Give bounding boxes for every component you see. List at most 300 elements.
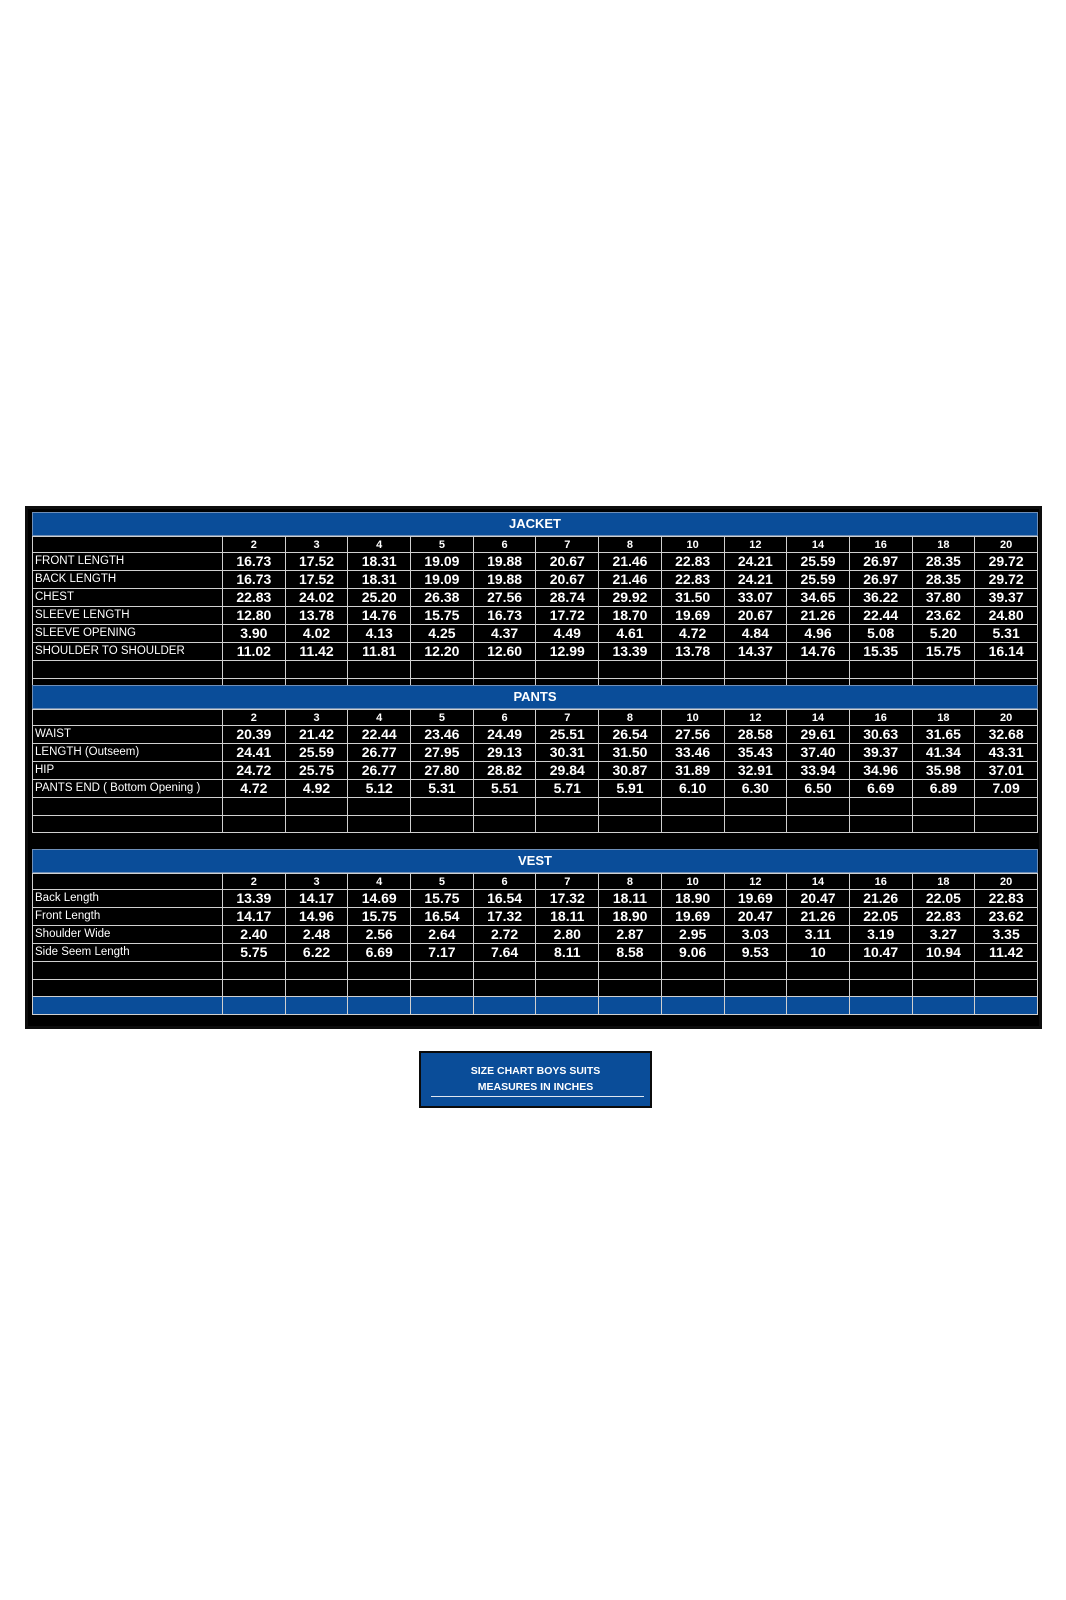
measurement-value: 5.75 xyxy=(223,944,286,962)
measurement-value: 12.20 xyxy=(411,643,474,661)
measurement-value: 19.09 xyxy=(411,571,474,589)
measurement-value: 22.83 xyxy=(912,908,975,926)
measurement-value: 3.35 xyxy=(975,926,1038,944)
empty-cell xyxy=(223,815,286,833)
empty-cell xyxy=(223,962,286,980)
measurement-label: HIP xyxy=(33,762,223,780)
measurement-value: 35.98 xyxy=(912,762,975,780)
measurement-row xyxy=(33,571,1038,589)
measurement-value: 17.52 xyxy=(285,571,348,589)
footer-blue-cell xyxy=(724,997,787,1015)
empty-cell xyxy=(536,962,599,980)
measurement-value: 21.46 xyxy=(599,553,662,571)
size-header-cell: 18 xyxy=(912,710,975,726)
measurement-value: 29.84 xyxy=(536,762,599,780)
measurement-value: 20.39 xyxy=(223,726,286,744)
measurement-label: PANTS END ( Bottom Opening ) xyxy=(33,780,223,798)
empty-cell xyxy=(661,962,724,980)
empty-cell xyxy=(661,815,724,833)
empty-cell xyxy=(223,661,286,679)
measurement-value: 39.37 xyxy=(849,744,912,762)
measurement-value: 2.40 xyxy=(223,926,286,944)
header-corner-cell xyxy=(33,874,223,890)
empty-cell xyxy=(285,798,348,816)
size-header-cell: 10 xyxy=(661,710,724,726)
size-header-cell: 10 xyxy=(661,874,724,890)
measurement-value: 29.72 xyxy=(975,553,1038,571)
size-header-cell: 3 xyxy=(285,710,348,726)
measurement-value: 18.90 xyxy=(599,908,662,926)
footer-blue-cell xyxy=(411,997,474,1015)
size-header-cell: 20 xyxy=(975,537,1038,553)
measurement-label: Back Length xyxy=(33,890,223,908)
size-header-row xyxy=(33,537,1038,553)
empty-cell xyxy=(849,962,912,980)
measurement-row xyxy=(33,726,1038,744)
measurement-value: 2.64 xyxy=(411,926,474,944)
empty-cell xyxy=(285,979,348,997)
measurement-value: 9.53 xyxy=(724,944,787,962)
measurement-value: 10.94 xyxy=(912,944,975,962)
size-header-cell: 5 xyxy=(411,874,474,890)
empty-cell xyxy=(787,815,850,833)
measurement-value: 12.80 xyxy=(223,607,286,625)
empty-cell xyxy=(661,798,724,816)
measurement-value: 2.95 xyxy=(661,926,724,944)
measurement-value: 21.42 xyxy=(285,726,348,744)
empty-row xyxy=(33,661,1038,679)
measurement-value: 29.72 xyxy=(975,571,1038,589)
measurement-value: 37.40 xyxy=(787,744,850,762)
measurement-value: 8.11 xyxy=(536,944,599,962)
empty-cell xyxy=(975,979,1038,997)
header-corner-cell xyxy=(33,710,223,726)
size-header-cell: 12 xyxy=(724,710,787,726)
measurement-value: 24.02 xyxy=(285,589,348,607)
size-header-cell: 12 xyxy=(724,537,787,553)
empty-cell xyxy=(473,962,536,980)
footer-blue-cell xyxy=(473,997,536,1015)
size-chart xyxy=(25,506,1042,1029)
measurement-value: 21.26 xyxy=(849,890,912,908)
measurement-label: WAIST xyxy=(33,726,223,744)
measurement-value: 33.07 xyxy=(724,589,787,607)
empty-cell xyxy=(912,815,975,833)
empty-cell xyxy=(348,798,411,816)
measurement-row xyxy=(33,607,1038,625)
empty-cell xyxy=(912,798,975,816)
empty-cell xyxy=(975,798,1038,816)
measurement-value: 22.83 xyxy=(975,890,1038,908)
measurement-value: 33.46 xyxy=(661,744,724,762)
empty-cell xyxy=(33,661,223,679)
measurement-label: BACK LENGTH xyxy=(33,571,223,589)
empty-cell xyxy=(849,815,912,833)
footer-blue-cell xyxy=(849,997,912,1015)
measurement-value: 23.62 xyxy=(975,908,1038,926)
measurement-value: 37.80 xyxy=(912,589,975,607)
pants-table xyxy=(32,709,1038,833)
measurement-value: 27.56 xyxy=(661,726,724,744)
measurement-value: 26.97 xyxy=(849,553,912,571)
empty-cell xyxy=(787,661,850,679)
measurement-label: FRONT LENGTH xyxy=(33,553,223,571)
measurement-value: 30.87 xyxy=(599,762,662,780)
measurement-value: 28.35 xyxy=(912,571,975,589)
size-header-row xyxy=(33,874,1038,890)
measurement-value: 4.84 xyxy=(724,625,787,643)
empty-cell xyxy=(661,661,724,679)
size-header-cell: 16 xyxy=(849,710,912,726)
measurement-value: 5.08 xyxy=(849,625,912,643)
measurement-value: 24.80 xyxy=(975,607,1038,625)
empty-cell xyxy=(599,815,662,833)
measurement-value: 24.49 xyxy=(473,726,536,744)
measurement-value: 11.81 xyxy=(348,643,411,661)
empty-cell xyxy=(599,979,662,997)
footer-blue-cell xyxy=(975,997,1038,1015)
measurement-value: 22.05 xyxy=(849,908,912,926)
measurement-value: 14.96 xyxy=(285,908,348,926)
measurement-value: 29.92 xyxy=(599,589,662,607)
empty-cell xyxy=(411,661,474,679)
empty-cell xyxy=(473,661,536,679)
measurement-value: 15.75 xyxy=(411,890,474,908)
empty-cell xyxy=(912,962,975,980)
measurement-value: 18.11 xyxy=(536,908,599,926)
size-header-cell: 16 xyxy=(849,874,912,890)
size-header-cell: 10 xyxy=(661,537,724,553)
empty-cell xyxy=(975,815,1038,833)
empty-cell xyxy=(599,798,662,816)
measurement-value: 37.01 xyxy=(975,762,1038,780)
empty-cell xyxy=(473,815,536,833)
measurement-value: 4.13 xyxy=(348,625,411,643)
measurement-value: 9.06 xyxy=(661,944,724,962)
measurement-value: 21.26 xyxy=(787,607,850,625)
empty-cell xyxy=(33,815,223,833)
measurement-row xyxy=(33,643,1038,661)
empty-cell xyxy=(348,962,411,980)
measurement-value: 35.43 xyxy=(724,744,787,762)
measurement-value: 28.82 xyxy=(473,762,536,780)
measurement-value: 22.44 xyxy=(849,607,912,625)
measurement-value: 18.11 xyxy=(599,890,662,908)
measurement-value: 4.25 xyxy=(411,625,474,643)
empty-cell xyxy=(536,661,599,679)
size-header-cell: 6 xyxy=(473,537,536,553)
measurement-value: 8.58 xyxy=(599,944,662,962)
measurement-label: CHEST xyxy=(33,589,223,607)
measurement-value: 6.89 xyxy=(912,780,975,798)
measurement-value: 3.90 xyxy=(223,625,286,643)
size-header-cell: 7 xyxy=(536,710,599,726)
measurement-value: 20.47 xyxy=(724,908,787,926)
measurement-value: 4.96 xyxy=(787,625,850,643)
footer-blue-cell xyxy=(787,997,850,1015)
empty-cell xyxy=(849,661,912,679)
size-header-cell: 18 xyxy=(912,537,975,553)
empty-cell xyxy=(912,979,975,997)
size-header-cell: 14 xyxy=(787,710,850,726)
empty-row xyxy=(33,815,1038,833)
section-title-jacket: JACKET xyxy=(32,512,1038,536)
measurement-value: 22.83 xyxy=(661,571,724,589)
measurement-value: 10 xyxy=(787,944,850,962)
measurement-value: 17.32 xyxy=(536,890,599,908)
empty-cell xyxy=(724,798,787,816)
section-title-vest: VEST xyxy=(32,849,1038,873)
measurement-value: 28.74 xyxy=(536,589,599,607)
measurement-value: 11.02 xyxy=(223,643,286,661)
measurement-value: 21.26 xyxy=(787,908,850,926)
measurement-value: 6.22 xyxy=(285,944,348,962)
measurement-value: 4.37 xyxy=(473,625,536,643)
size-header-cell: 6 xyxy=(473,874,536,890)
empty-row xyxy=(33,798,1038,816)
measurement-value: 25.51 xyxy=(536,726,599,744)
measurement-value: 26.38 xyxy=(411,589,474,607)
size-header-cell: 8 xyxy=(599,537,662,553)
measurement-value: 19.69 xyxy=(661,908,724,926)
empty-cell xyxy=(536,798,599,816)
size-header-cell: 4 xyxy=(348,710,411,726)
measurement-label: LENGTH (Outseem) xyxy=(33,744,223,762)
empty-row xyxy=(33,979,1038,997)
size-header-cell: 5 xyxy=(411,537,474,553)
empty-cell xyxy=(787,962,850,980)
empty-cell xyxy=(223,798,286,816)
measurement-value: 26.77 xyxy=(348,744,411,762)
footer-blue-cell xyxy=(599,997,662,1015)
measurement-value: 24.21 xyxy=(724,571,787,589)
measurement-value: 22.83 xyxy=(223,589,286,607)
measurement-row xyxy=(33,625,1038,643)
measurement-row xyxy=(33,944,1038,962)
footer-blue-cell xyxy=(348,997,411,1015)
measurement-value: 29.61 xyxy=(787,726,850,744)
chart-caption-box xyxy=(419,1051,652,1108)
empty-cell xyxy=(33,979,223,997)
measurement-value: 4.61 xyxy=(599,625,662,643)
measurement-value: 6.69 xyxy=(348,944,411,962)
empty-cell xyxy=(411,815,474,833)
measurement-value: 41.34 xyxy=(912,744,975,762)
measurement-value: 22.05 xyxy=(912,890,975,908)
measurement-value: 16.54 xyxy=(411,908,474,926)
measurement-value: 2.56 xyxy=(348,926,411,944)
measurement-value: 28.35 xyxy=(912,553,975,571)
measurement-label: Front Length xyxy=(33,908,223,926)
measurement-row xyxy=(33,762,1038,780)
measurement-value: 18.90 xyxy=(661,890,724,908)
empty-cell xyxy=(849,798,912,816)
size-header-cell: 20 xyxy=(975,710,1038,726)
measurement-value: 18.70 xyxy=(599,607,662,625)
measurement-value: 7.09 xyxy=(975,780,1038,798)
measurement-value: 18.31 xyxy=(348,553,411,571)
empty-cell xyxy=(975,661,1038,679)
size-header-cell: 14 xyxy=(787,537,850,553)
size-header-cell: 5 xyxy=(411,710,474,726)
empty-cell xyxy=(348,661,411,679)
footer-blue-cell xyxy=(912,997,975,1015)
size-header-cell: 2 xyxy=(223,874,286,890)
measurement-value: 6.50 xyxy=(787,780,850,798)
empty-cell xyxy=(849,979,912,997)
caption-units: MEASURES IN INCHES xyxy=(477,1081,594,1093)
measurement-value: 13.78 xyxy=(661,643,724,661)
measurement-value: 25.59 xyxy=(787,553,850,571)
measurement-value: 26.54 xyxy=(599,726,662,744)
measurement-value: 22.83 xyxy=(661,553,724,571)
caption-underline xyxy=(431,1096,644,1097)
empty-cell xyxy=(724,661,787,679)
empty-cell xyxy=(33,798,223,816)
measurement-value: 29.13 xyxy=(473,744,536,762)
measurement-label: SLEEVE LENGTH xyxy=(33,607,223,625)
measurement-value: 5.20 xyxy=(912,625,975,643)
measurement-value: 25.59 xyxy=(285,744,348,762)
jacket-table xyxy=(32,536,1038,696)
empty-cell xyxy=(411,962,474,980)
measurement-value: 13.39 xyxy=(223,890,286,908)
empty-cell xyxy=(599,661,662,679)
measurement-value: 17.32 xyxy=(473,908,536,926)
measurement-value: 19.88 xyxy=(473,553,536,571)
measurement-value: 2.48 xyxy=(285,926,348,944)
measurement-value: 43.31 xyxy=(975,744,1038,762)
footer-blue-cell xyxy=(661,997,724,1015)
measurement-value: 33.94 xyxy=(787,762,850,780)
measurement-value: 10.47 xyxy=(849,944,912,962)
measurement-value: 19.69 xyxy=(724,890,787,908)
measurement-value: 16.14 xyxy=(975,643,1038,661)
measurement-value: 13.78 xyxy=(285,607,348,625)
measurement-value: 6.30 xyxy=(724,780,787,798)
measurement-value: 30.63 xyxy=(849,726,912,744)
measurement-value: 34.65 xyxy=(787,589,850,607)
measurement-value: 14.76 xyxy=(348,607,411,625)
measurement-value: 24.41 xyxy=(223,744,286,762)
size-header-cell: 18 xyxy=(912,874,975,890)
measurement-value: 16.73 xyxy=(223,571,286,589)
measurement-value: 12.99 xyxy=(536,643,599,661)
size-header-cell: 6 xyxy=(473,710,536,726)
measurement-value: 27.80 xyxy=(411,762,474,780)
measurement-value: 32.68 xyxy=(975,726,1038,744)
measurement-value: 19.69 xyxy=(661,607,724,625)
measurement-value: 31.65 xyxy=(912,726,975,744)
measurement-row xyxy=(33,780,1038,798)
section-title-pants: PANTS xyxy=(32,685,1038,709)
measurement-value: 20.67 xyxy=(724,607,787,625)
measurement-value: 5.51 xyxy=(473,780,536,798)
vest-table xyxy=(32,873,1038,1015)
measurement-value: 2.80 xyxy=(536,926,599,944)
empty-cell xyxy=(33,962,223,980)
measurement-value: 17.72 xyxy=(536,607,599,625)
measurement-value: 24.72 xyxy=(223,762,286,780)
footer-blue-cell xyxy=(536,997,599,1015)
size-header-cell: 3 xyxy=(285,874,348,890)
empty-cell xyxy=(724,979,787,997)
measurement-value: 22.44 xyxy=(348,726,411,744)
size-header-cell: 8 xyxy=(599,874,662,890)
empty-cell xyxy=(348,815,411,833)
measurement-value: 23.46 xyxy=(411,726,474,744)
measurement-value: 13.39 xyxy=(599,643,662,661)
footer-blue-row xyxy=(33,997,1038,1015)
measurement-row xyxy=(33,908,1038,926)
size-header-cell: 12 xyxy=(724,874,787,890)
measurement-value: 3.19 xyxy=(849,926,912,944)
measurement-label: Side Seem Length xyxy=(33,944,223,962)
empty-cell xyxy=(411,979,474,997)
measurement-value: 11.42 xyxy=(285,643,348,661)
size-header-cell: 7 xyxy=(536,874,599,890)
measurement-value: 32.91 xyxy=(724,762,787,780)
caption-title: SIZE CHART BOYS SUITS xyxy=(470,1065,601,1077)
measurement-value: 7.17 xyxy=(411,944,474,962)
empty-cell xyxy=(912,661,975,679)
measurement-value: 3.11 xyxy=(787,926,850,944)
measurement-value: 27.95 xyxy=(411,744,474,762)
empty-cell xyxy=(724,815,787,833)
size-header-cell: 3 xyxy=(285,537,348,553)
measurement-value: 31.50 xyxy=(661,589,724,607)
measurement-value: 15.75 xyxy=(411,607,474,625)
empty-cell xyxy=(473,979,536,997)
measurement-value: 5.31 xyxy=(411,780,474,798)
measurement-label: Shoulder Wide xyxy=(33,926,223,944)
measurement-value: 20.67 xyxy=(536,571,599,589)
measurement-value: 15.35 xyxy=(849,643,912,661)
measurement-value: 4.92 xyxy=(285,780,348,798)
measurement-value: 5.71 xyxy=(536,780,599,798)
measurement-value: 28.58 xyxy=(724,726,787,744)
measurement-row xyxy=(33,890,1038,908)
measurement-value: 26.77 xyxy=(348,762,411,780)
empty-cell xyxy=(599,962,662,980)
measurement-value: 25.20 xyxy=(348,589,411,607)
empty-cell xyxy=(285,661,348,679)
size-header-cell: 16 xyxy=(849,537,912,553)
size-header-cell: 4 xyxy=(348,874,411,890)
measurement-value: 16.73 xyxy=(223,553,286,571)
measurement-value: 27.56 xyxy=(473,589,536,607)
measurement-label: SLEEVE OPENING xyxy=(33,625,223,643)
empty-cell xyxy=(223,979,286,997)
measurement-value: 14.76 xyxy=(787,643,850,661)
measurement-value: 31.50 xyxy=(599,744,662,762)
measurement-value: 2.87 xyxy=(599,926,662,944)
measurement-value: 31.89 xyxy=(661,762,724,780)
footer-blue-cell xyxy=(223,997,286,1015)
footer-blue-cell xyxy=(33,997,223,1015)
measurement-value: 24.21 xyxy=(724,553,787,571)
measurement-value: 20.67 xyxy=(536,553,599,571)
measurement-value: 30.31 xyxy=(536,744,599,762)
size-header-row xyxy=(33,710,1038,726)
size-header-cell: 2 xyxy=(223,537,286,553)
measurement-label: SHOULDER TO SHOULDER xyxy=(33,643,223,661)
measurement-value: 16.54 xyxy=(473,890,536,908)
measurement-value: 3.03 xyxy=(724,926,787,944)
measurement-value: 15.75 xyxy=(348,908,411,926)
empty-cell xyxy=(661,979,724,997)
measurement-row xyxy=(33,589,1038,607)
